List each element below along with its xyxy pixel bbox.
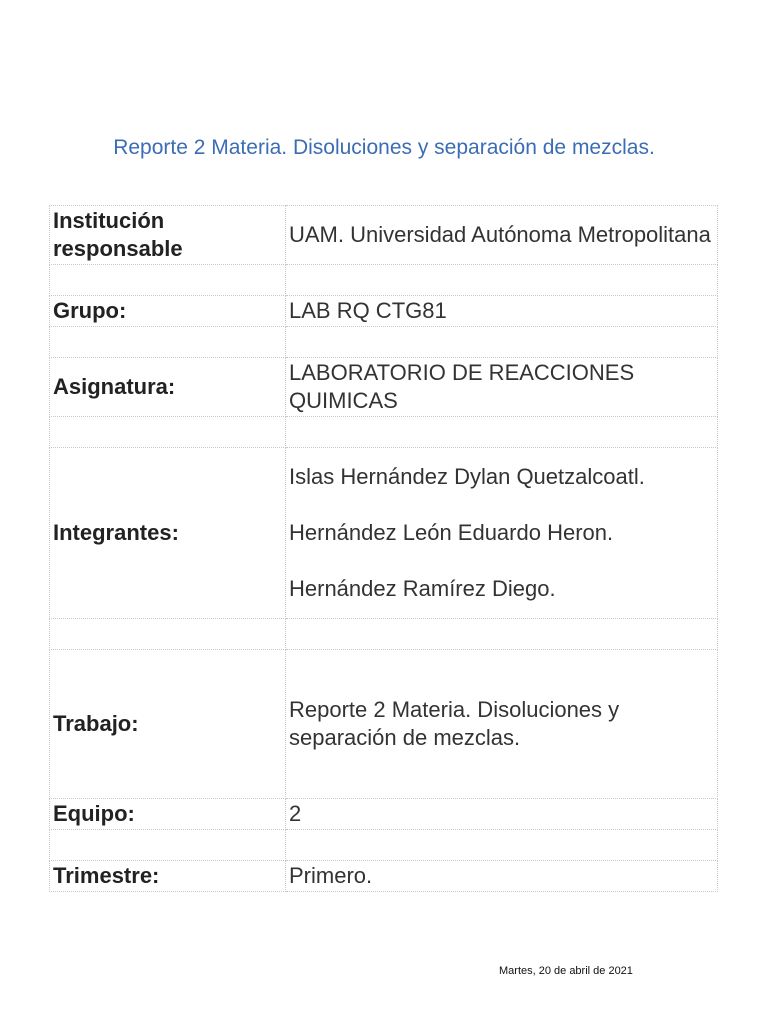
info-table: [49, 205, 718, 892]
spacer-row: [50, 327, 718, 358]
label-integrantes: Integrantes:: [50, 448, 286, 619]
label-institucion: Institución responsable: [50, 206, 286, 265]
document-title: Reporte 2 Materia. Disoluciones y separación de mezclas.: [113, 136, 655, 159]
label-asignatura: Asignatura:: [50, 358, 286, 417]
member-name: Islas Hernández Dylan Quetzalcoatl.: [289, 464, 645, 489]
row-trabajo: [50, 650, 718, 799]
label-equipo: Equipo:: [50, 799, 286, 830]
spacer-row: [50, 619, 718, 650]
value-trabajo: Reporte 2 Materia. Disoluciones y separación de mezclas.: [286, 650, 718, 799]
row-trimestre: [50, 861, 718, 892]
row-grupo: [50, 296, 718, 327]
spacer-row: [50, 417, 718, 448]
label-grupo: Grupo:: [50, 296, 286, 327]
value-equipo: 2: [286, 799, 718, 830]
row-asignatura: [50, 358, 718, 417]
spacer-row: [50, 265, 718, 296]
value-integrantes: [286, 448, 718, 619]
value-grupo: LAB RQ CTG81: [286, 296, 718, 327]
footer-date: Martes, 20 de abril de 2021: [499, 965, 633, 977]
row-institucion: [50, 206, 718, 265]
row-integrantes: [50, 448, 718, 619]
member-name: Hernández León Eduardo Heron.: [289, 520, 614, 545]
label-trabajo: Trabajo:: [50, 650, 286, 799]
label-trimestre: Trimestre:: [50, 861, 286, 892]
member-name: Hernández Ramírez Diego.: [289, 576, 556, 601]
value-trimestre: Primero.: [286, 861, 718, 892]
row-equipo: [50, 799, 718, 830]
spacer-row: [50, 830, 718, 861]
value-institucion: UAM. Universidad Autónoma Metropolitana: [286, 206, 718, 265]
value-asignatura: LABORATORIO DE REACCIONES QUIMICAS: [286, 358, 718, 417]
